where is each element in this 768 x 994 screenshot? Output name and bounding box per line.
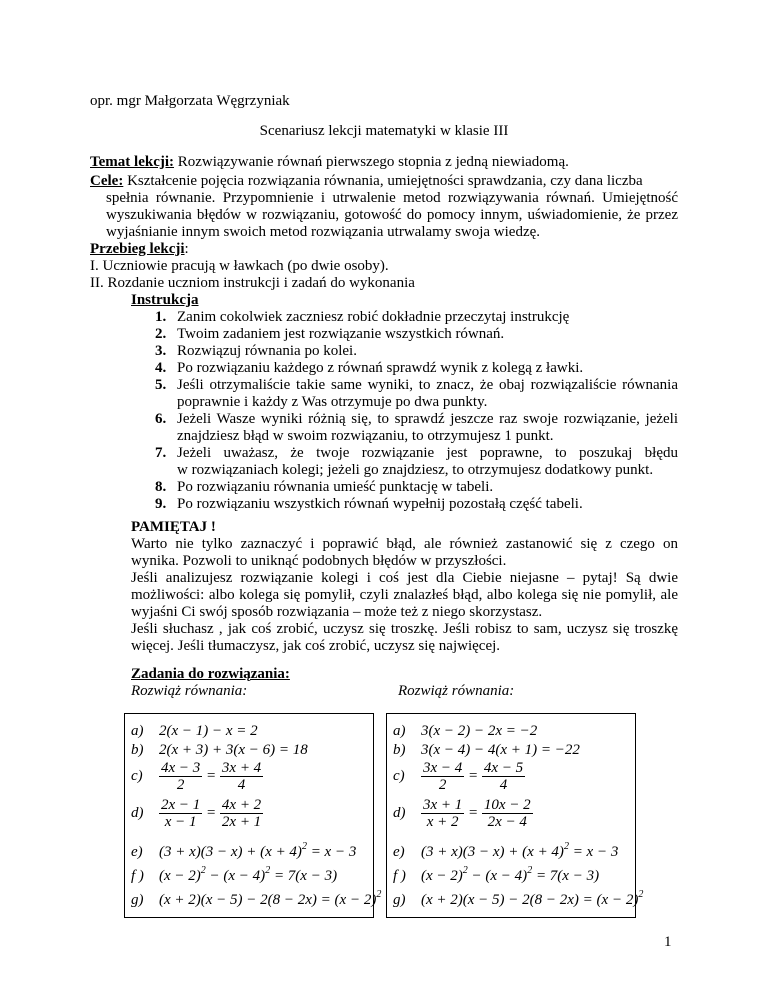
- equation-label: a): [393, 723, 406, 739]
- equation-e-right: [393, 838, 618, 861]
- fraction: [220, 797, 263, 830]
- instruction-item-text: Twoim zadaniem jest rozwiązanie wszystkich równań.: [177, 326, 505, 342]
- exponent: 2: [265, 865, 271, 876]
- goals-text-1: Kształcenie pojęcia rozwiązania równania, umiejętności sprawdzania, czy dana liczba: [123, 173, 643, 189]
- page-number: 1: [664, 934, 672, 950]
- instruction-item-number: 1.: [155, 309, 167, 325]
- goals-line-1: [90, 172, 678, 190]
- equation-label: e): [393, 844, 405, 860]
- equation-label: d): [393, 804, 406, 821]
- instruction-item-text: Zanim cokolwiek zaczniesz robić dokładnie przeczytaj instrukcję: [177, 309, 570, 325]
- tasks-heading: Zadania do rozwiązania:: [131, 666, 290, 682]
- equation-expression: (3 + x)(3 − x) + (x + 4): [421, 844, 564, 860]
- instruction-item-text: Po rozwiązaniu wszystkich równań wypełnij pozostałą część tabeli.: [177, 496, 583, 512]
- equation-f-right: [393, 862, 599, 885]
- goals-label: Cele:: [90, 173, 124, 189]
- denominator: 2x − 4: [487, 814, 527, 830]
- goals-line-2: spełnia równanie. Przypomnienie i utrwalenie metod rozwiązywania równań. Umiejętność: [106, 190, 678, 206]
- denominator: 2: [438, 777, 447, 793]
- exponent: 2: [638, 889, 644, 900]
- equals-sign: =: [468, 804, 479, 821]
- remember-line-7: więcej. Jeśli tłumaczysz, jak coś zrobić, uczysz się najwięcej.: [131, 638, 501, 654]
- equation-d-left: [131, 797, 263, 830]
- numerator: 10x − 2: [483, 797, 531, 813]
- document-title: Scenariusz lekcji matematyki w klasie III: [259, 123, 509, 139]
- goals-line-4: wyjaśnianie innym swoich metod rozwiązania utrwalamy swoja wiedzę.: [106, 224, 541, 240]
- equation-expression: 3(x − 4) − 4(x + 1) = −22: [421, 742, 580, 758]
- equation-expression: = x − 3: [568, 844, 619, 860]
- equation-label: g): [393, 892, 406, 908]
- fraction: [220, 760, 263, 793]
- remember-line-6: Jeśli słuchasz , jak coś zrobić, uczysz się troszkę. Jeśli robisz to sam, uczysz się troszkę: [131, 621, 678, 637]
- course-heading: [90, 240, 189, 258]
- equation-e-left: [131, 838, 356, 861]
- numerator: 2x − 1: [161, 797, 201, 813]
- tasks-left-subheading: Rozwiąż równania:: [131, 683, 248, 699]
- equation-expression: (x − 2): [421, 868, 463, 884]
- equation-a-right: [393, 722, 537, 740]
- equation-label: a): [131, 723, 144, 739]
- course-colon: :: [184, 241, 189, 257]
- fraction: [482, 797, 533, 830]
- equation-expression: − (x − 4): [205, 868, 266, 884]
- equals-sign: =: [206, 804, 217, 821]
- instruction-item-text: Jeżeli Wasze wyniki różnią się, to sprawdź jeszcze raz swoje rozwiązanie, jeżeli: [177, 411, 678, 427]
- numerator: 4x − 5: [483, 760, 524, 776]
- course-step-2: II. Rozdanie uczniom instrukcji i zadań do wykonania: [90, 275, 415, 291]
- instruction-item-text: Po rozwiązaniu równania umieść punktację w tabeli.: [177, 479, 494, 495]
- fraction: [159, 797, 202, 830]
- equation-g-left: [131, 886, 381, 909]
- denominator: 2: [176, 777, 185, 793]
- equation-expression: (x + 2)(x − 5) − 2(8 − 2x) = (x − 2): [159, 892, 377, 908]
- equation-label: e): [131, 844, 143, 860]
- instruction-item-text: znajdziesz błąd w swoim rozwiązaniu, to otrzymujesz 1 punkt.: [177, 428, 554, 444]
- exponent: 2: [376, 889, 382, 900]
- equation-expression: (3 + x)(3 − x) + (x + 4): [159, 844, 302, 860]
- equation-label: b): [393, 742, 406, 758]
- denominator: 4: [499, 777, 508, 793]
- remember-line-3: Jeśli analizujesz rozwiązanie kolegi i coś jest dla Ciebie niejasne – pytaj! Są dwie: [131, 570, 678, 586]
- equation-a-left: [131, 722, 258, 740]
- remember-line-1: Warto nie tylko zaznaczyć i poprawić błąd, ale również zastanowić się z czego on: [131, 536, 678, 552]
- course-label: Przebieg lekcji: [90, 241, 185, 257]
- fraction: [421, 797, 464, 830]
- instruction-item-number: 7.: [155, 445, 167, 461]
- denominator: 4: [237, 777, 246, 793]
- denominator: x − 1: [164, 814, 197, 830]
- tasks-right-subheading: Rozwiąż równania:: [398, 683, 515, 699]
- equation-expression: (x + 2)(x − 5) − 2(8 − 2x) = (x − 2): [421, 892, 639, 908]
- equation-f-left: [131, 862, 337, 885]
- remember-heading: PAMIĘTAJ !: [131, 519, 216, 535]
- equation-b-right: [393, 741, 580, 759]
- instruction-item-number: 8.: [155, 479, 167, 495]
- equation-g-right: [393, 886, 643, 909]
- remember-line-2: wynika. Pozwoli to uniknąć podobnych błędów w przyszłości.: [131, 553, 507, 569]
- exponent: 2: [301, 841, 307, 852]
- numerator: 3x − 4: [423, 760, 463, 776]
- instruction-heading: Instrukcja: [131, 292, 199, 308]
- remember-line-4: możliwości: albo kolega się pomylił, czyli znalazłeś błąd, albo kolega się nie pomylił, ale: [131, 587, 678, 603]
- equation-label: d): [131, 804, 144, 821]
- equation-expression: = x − 3: [306, 844, 357, 860]
- denominator: 2x + 1: [221, 814, 262, 830]
- equation-label: g): [131, 892, 144, 908]
- numerator: 4x + 2: [221, 797, 262, 813]
- equation-c-right: [393, 760, 525, 793]
- equation-label: c): [131, 767, 143, 784]
- author: opr. mgr Małgorzata Węgrzyniak: [90, 93, 290, 109]
- equation-expression: − (x − 4): [467, 868, 528, 884]
- equals-sign: =: [206, 767, 217, 784]
- instruction-item-text: w rozwiązaniach kolegi; jeżeli go znajdziesz, to otrzymujesz dodatkowy punkt.: [177, 462, 654, 478]
- instruction-item-text: poprawnie i każdy z Was otrzymuje po dwa punkty.: [177, 394, 488, 410]
- topic-text: Rozwiązywanie równań pierwszego stopnia z jedną niewiadomą.: [174, 154, 569, 170]
- fraction: [159, 760, 202, 793]
- equation-label: c): [393, 767, 405, 784]
- instruction-item-text: Po rozwiązaniu każdego z równań sprawdź wynik z kolegą z ławki.: [177, 360, 584, 376]
- equation-label: b): [131, 742, 144, 758]
- instruction-item-number: 6.: [155, 411, 167, 427]
- instruction-item-number: 5.: [155, 377, 167, 393]
- equals-sign: =: [468, 767, 479, 784]
- equation-d-right: [393, 797, 533, 830]
- numerator: 3x + 4: [221, 760, 262, 776]
- exponent: 2: [563, 841, 569, 852]
- exponent: 2: [462, 865, 468, 876]
- instruction-item-text: Jeśli otrzymaliście takie same wyniki, to znacz, że obaj rozwiązaliście równania: [177, 377, 678, 393]
- fraction: [421, 760, 464, 793]
- numerator: 4x − 3: [161, 760, 201, 776]
- instruction-item-number: 4.: [155, 360, 167, 376]
- numerator: 3x + 1: [423, 797, 463, 813]
- topic-label: Temat lekcji:: [90, 154, 175, 170]
- equation-expression: 2(x + 3) + 3(x − 6) = 18: [159, 742, 308, 758]
- remember-line-5: wyjaśni Ci swój sposób rozwiązania – może też z niego skorzystasz.: [131, 604, 543, 620]
- equation-label: f ): [393, 868, 406, 884]
- equation-c-left: [131, 760, 263, 793]
- equation-expression: 2(x − 1) − x = 2: [159, 723, 258, 739]
- fraction: [482, 760, 525, 793]
- equation-expression: 3(x − 2) − 2x = −2: [421, 723, 538, 739]
- equation-expression: (x − 2): [159, 868, 201, 884]
- instruction-item-text: Jeżeli uważasz, że twoje rozwiązanie jest poprawne, to poszukaj błędu: [177, 445, 678, 461]
- denominator: x + 2: [426, 814, 459, 830]
- exponent: 2: [200, 865, 206, 876]
- course-step-1: I. Uczniowie pracują w ławkach (po dwie osoby).: [90, 258, 389, 274]
- instruction-item-text: Rozwiązuj równania po kolei.: [177, 343, 357, 359]
- instruction-item-number: 3.: [155, 343, 167, 359]
- equation-expression: = 7(x − 3): [532, 868, 600, 884]
- instruction-item-number: 2.: [155, 326, 167, 342]
- exponent: 2: [527, 865, 533, 876]
- equation-label: f ): [131, 868, 144, 884]
- goals-line-3: wyszukiwania błędów w rozwiązaniu, gotowość do pomocy innym, uświadomienie, że przez: [106, 207, 678, 223]
- instruction-item-number: 9.: [155, 496, 167, 512]
- equation-b-left: [131, 741, 308, 759]
- topic: [90, 153, 569, 171]
- equation-expression: = 7(x − 3): [270, 868, 338, 884]
